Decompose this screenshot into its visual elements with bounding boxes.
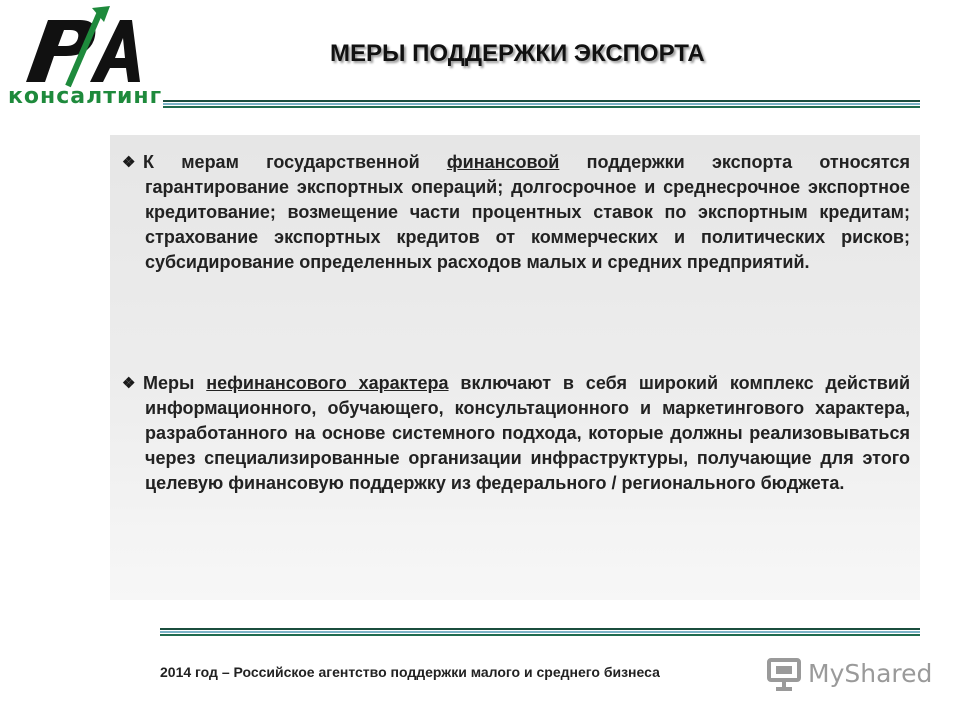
bullet-underlined-term: нефинансового характера xyxy=(206,373,449,393)
bullet-text-rest: включают в себя широкий комплекс действий информационного, обучающего, консультационного и маркетингового характера, разработанного на основе системного подхода, которые должны реализовываться через специализированные организации инфраструктуры, получающие для этого целевую финансовую поддержку из федерального / регионального бюджета. xyxy=(145,373,911,493)
company-logo xyxy=(8,6,163,116)
header-divider xyxy=(163,100,920,110)
page-title: МЕРЫ ПОДДЕРЖКИ ЭКСПОРТА xyxy=(330,40,705,67)
watermark-text: MyShared xyxy=(808,659,933,688)
logo-wordmark: консалтинг xyxy=(8,84,163,109)
bullet-text-start: Меры xyxy=(143,373,207,393)
bullet-item-nonfinancial xyxy=(110,371,910,496)
content-panel xyxy=(110,135,920,600)
logo-mark xyxy=(8,6,163,88)
footer-divider xyxy=(160,628,920,638)
diamond-bullet-icon: ❖ xyxy=(122,154,136,171)
bullet-item-financial xyxy=(110,150,910,275)
bullet-text xyxy=(145,150,910,275)
bullet-text-rest: поддержки экспорта относятся гарантирование экспортных операций; долгосрочное и среднесрочное экспортное кредитование; возмещение части процентных ставок по экспортным кредитам; страхование экспортных кредитов от коммерческих и политических рисков; субсидирование определенных расходов малых и средних предприятий. xyxy=(145,152,910,272)
diamond-bullet-icon: ❖ xyxy=(122,375,136,392)
bullet-text xyxy=(145,371,910,496)
bullet-text-start: К мерам государственной xyxy=(143,152,447,172)
bullet-underlined-term: финансовой xyxy=(446,152,560,172)
presentation-board-icon xyxy=(766,657,804,691)
watermark xyxy=(766,655,933,695)
footer-caption: 2014 год – Российское агентство поддержки малого и среднего бизнеса xyxy=(160,664,660,680)
